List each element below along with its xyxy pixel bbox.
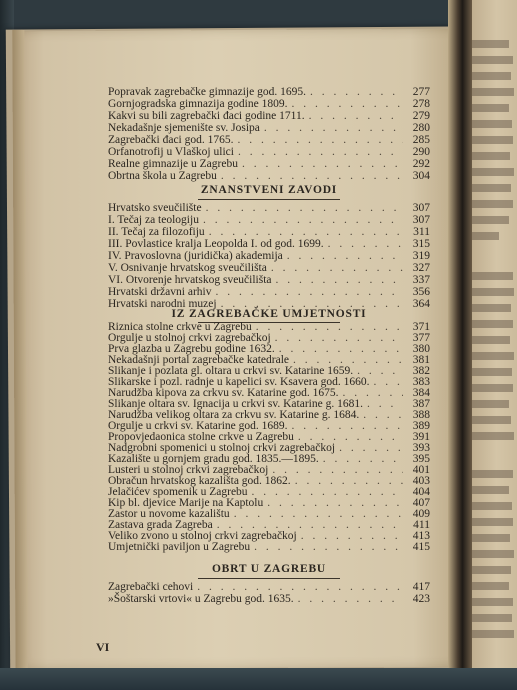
toc-entry xyxy=(108,581,430,593)
facing-page xyxy=(466,0,517,690)
toc-entry-page: 393 xyxy=(412,442,430,454)
toc-entry-title: Zagrebački đaci god. 1765. xyxy=(108,134,234,146)
toc-entry-page: 280 xyxy=(412,122,430,134)
toc-entry-title: Nadgrobni spomenici u stolnoj crkvi zagrebačkoj xyxy=(108,442,336,454)
toc-entry-title: Riznica stolne crkve u Zagrebu xyxy=(108,321,252,333)
toc-entry-title: Orfanotrofij u Vlaškoj ulici xyxy=(108,146,234,158)
toc-entry-title: II. Tečaj za filozofiju xyxy=(108,226,205,238)
toc-entry-page: 391 xyxy=(412,431,430,443)
toc-entry-title: »Šoštarski vrtovi« u Zagrebu god. 1635. xyxy=(108,593,294,605)
toc-entry xyxy=(108,170,430,182)
toc-entry-title: Narudžba kipova za crkvu sv. Katarine god. 1675. xyxy=(108,387,339,399)
toc-entry-title: I. Tečaj za teologiju xyxy=(108,214,199,226)
toc-leader xyxy=(238,146,403,158)
toc-entry-page: 413 xyxy=(412,530,430,542)
toc-entry-title: Jelačićev spomenik u Zagrebu xyxy=(108,486,248,498)
toc-entry-title: Popravak zagrebačke gimnazije god. 1695. xyxy=(108,86,306,98)
toc-leader xyxy=(197,581,403,593)
toc-entry-page: 311 xyxy=(413,226,430,238)
toc-leader xyxy=(298,593,403,605)
toc-entry-page: 383 xyxy=(412,376,430,388)
toc-entry-title: Nekadašnji portal zagrebačke katedrale xyxy=(108,354,290,366)
background-bottom xyxy=(0,668,517,690)
toc-entry-title: Slikanje oltara sv. Ignacija u crkvi sv. Katarine g. 1681. xyxy=(108,398,363,410)
toc-entry-title: Hrvatski narodni muzej xyxy=(108,298,217,310)
toc-entry-page: 388 xyxy=(412,409,430,421)
toc-leader xyxy=(238,134,404,146)
section-rule xyxy=(198,578,340,579)
toc-entry-title: Veliko zvono u stolnoj crkvi zagrebačkoj xyxy=(108,530,297,542)
toc-leader xyxy=(221,170,403,182)
toc-entry-page: 382 xyxy=(412,365,430,377)
toc-entry-title: Zagrebački cehovi xyxy=(108,581,194,593)
toc-entry-page: 319 xyxy=(412,250,430,262)
toc-leader xyxy=(206,202,403,214)
toc-entry-title: Hrvatsko sveučilište xyxy=(108,202,202,214)
toc-leader xyxy=(328,238,403,250)
toc-leader xyxy=(309,110,403,122)
toc-entry xyxy=(108,286,430,298)
toc-entry xyxy=(108,86,430,98)
toc-leader xyxy=(264,122,403,134)
toc-entry-page: 384 xyxy=(412,387,430,399)
toc-entry xyxy=(108,238,430,250)
toc-entry-page: 387 xyxy=(412,398,430,410)
toc-entry-title: Orgulje u crkvi sv. Katarine god. 1689. xyxy=(108,420,288,432)
page-folio: VI xyxy=(96,640,110,654)
toc-entry-title: Realne gimnazije u Zagrebu xyxy=(108,158,238,170)
toc-entry-page: 292 xyxy=(412,158,430,170)
toc-entry xyxy=(108,158,430,170)
toc-entry-page: 315 xyxy=(412,238,430,250)
toc-entry-page: 307 xyxy=(412,214,430,226)
toc-entry-title: Obrtna škola u Zagrebu xyxy=(108,170,217,182)
toc-leader xyxy=(242,158,403,170)
toc-entry xyxy=(108,226,430,238)
toc-entry-title: Kazalište u gornjem gradu god. 1835.—1895. xyxy=(108,453,319,465)
toc-entry-title: Obračun hrvatskog kazališta god. 1862. xyxy=(108,475,291,487)
toc-entry-title: Umjetnički paviljon u Zagrebu xyxy=(108,541,251,553)
toc-entry-page: 389 xyxy=(412,420,430,432)
toc-entry xyxy=(108,122,430,134)
toc-entry-page: 277 xyxy=(412,86,430,98)
toc-entry-title: Narudžba velikog oltara za crkvu sv. Katarine g. 1684. xyxy=(108,409,360,421)
toc-leader xyxy=(287,250,403,262)
toc-entry-page: 279 xyxy=(412,110,430,122)
toc-entry-page: 285 xyxy=(412,134,430,146)
toc-entry-page: 278 xyxy=(412,98,430,110)
toc-entry-title: Zastava grada Zagreba xyxy=(108,519,213,531)
toc-entry-title: Lusteri u stolnoj crkvi zagrebačkoj xyxy=(108,464,269,476)
toc-entry-page: 371 xyxy=(412,321,430,333)
toc-leader xyxy=(271,262,403,274)
toc-leader xyxy=(310,86,403,98)
toc-entry xyxy=(108,262,430,274)
toc-entry-title: Orgulje u stolnoj crkvi zagrebačkoj xyxy=(108,332,271,344)
toc-entry-page: 381 xyxy=(412,354,430,366)
toc-entry-title: Slikanje i pozlata gl. oltara u crkvi sv. Katarine 1659. xyxy=(108,365,354,377)
toc-leader xyxy=(215,286,403,298)
toc-entry-title: Nekadašnje sjemenište sv. Josipa xyxy=(108,122,260,134)
toc-entry-page: 423 xyxy=(412,593,430,605)
toc-entry xyxy=(108,250,430,262)
book-gutter xyxy=(448,0,472,690)
toc-entry-title: VI. Otvorenje hrvatskog sveučilišta xyxy=(108,274,272,286)
toc-entry-page: 407 xyxy=(412,497,430,509)
toc-entry xyxy=(108,214,430,226)
toc-entry-title: Gornjogradska gimnazija godine 1809. xyxy=(108,98,288,110)
toc-entry-page: 290 xyxy=(412,146,430,158)
toc-entry-page: 307 xyxy=(412,202,430,214)
toc-entry-page: 304 xyxy=(412,170,430,182)
toc-entry-page: 415 xyxy=(412,541,430,553)
section-heading-science: ZNANSTVENI ZAVODI xyxy=(200,184,338,196)
toc-entry-page: 401 xyxy=(412,464,430,476)
toc-entry xyxy=(108,202,430,214)
toc-entry-title: Kip bl. djevice Marije na Kaptolu xyxy=(108,497,264,509)
toc-entry-title: V. Osnivanje hrvatskog sveučilišta xyxy=(108,262,267,274)
toc-leader xyxy=(292,98,404,110)
toc-entry-title: Kakvi su bili zagrebački đaci godine 1711. xyxy=(108,110,305,122)
toc-entry xyxy=(108,541,430,553)
toc-entry-title: Prva glazba u Zagrebu godine 1632. xyxy=(108,343,275,355)
toc-entry-page: 327 xyxy=(412,262,430,274)
toc-entry-page: 395 xyxy=(412,453,430,465)
toc-entry xyxy=(108,110,430,122)
toc-entry-page: 411 xyxy=(413,519,430,531)
toc-leader xyxy=(209,226,403,238)
toc-entry xyxy=(108,134,430,146)
toc-entry-title: IV. Pravoslovna (juridička) akademija xyxy=(108,250,283,262)
toc-entry-title: Hrvatski državni arhiv xyxy=(108,286,212,298)
toc-entry-page: 364 xyxy=(412,298,430,310)
toc-leader xyxy=(254,541,403,553)
toc-entry xyxy=(108,98,430,110)
toc-entry-title: III. Povlastice kralja Leopolda I. od god. 1699. xyxy=(108,238,324,250)
toc-leader xyxy=(203,214,403,226)
toc-entry-page: 403 xyxy=(412,475,430,487)
toc-entry-page: 409 xyxy=(412,508,430,520)
toc-entry xyxy=(108,274,430,286)
toc-entry-title: Propovjedaonica stolne crkve u Zagrebu xyxy=(108,431,294,443)
toc-entry-page: 404 xyxy=(412,486,430,498)
toc-entry xyxy=(108,146,430,158)
toc-entry-title: Slikarske i pozl. radnje u kapelici sv. Ksavera god. 1660. xyxy=(108,376,370,388)
toc-entry-page: 417 xyxy=(412,581,430,593)
toc-entry-title: Zastor u novome kazalištu xyxy=(108,508,230,520)
section-heading-crafts: OBRT U ZAGREBU xyxy=(211,563,327,575)
section-heading-art: IZ ZAGREBAČKE UMJETNOSTI xyxy=(171,308,367,320)
toc-entry-page: 337 xyxy=(412,274,430,286)
toc-entry-page: 356 xyxy=(412,286,430,298)
toc-entry-page: 380 xyxy=(412,343,430,355)
toc-entry-page: 377 xyxy=(412,332,430,344)
toc-leader xyxy=(276,274,403,286)
toc-entry xyxy=(108,593,430,605)
section-rule xyxy=(198,199,340,200)
